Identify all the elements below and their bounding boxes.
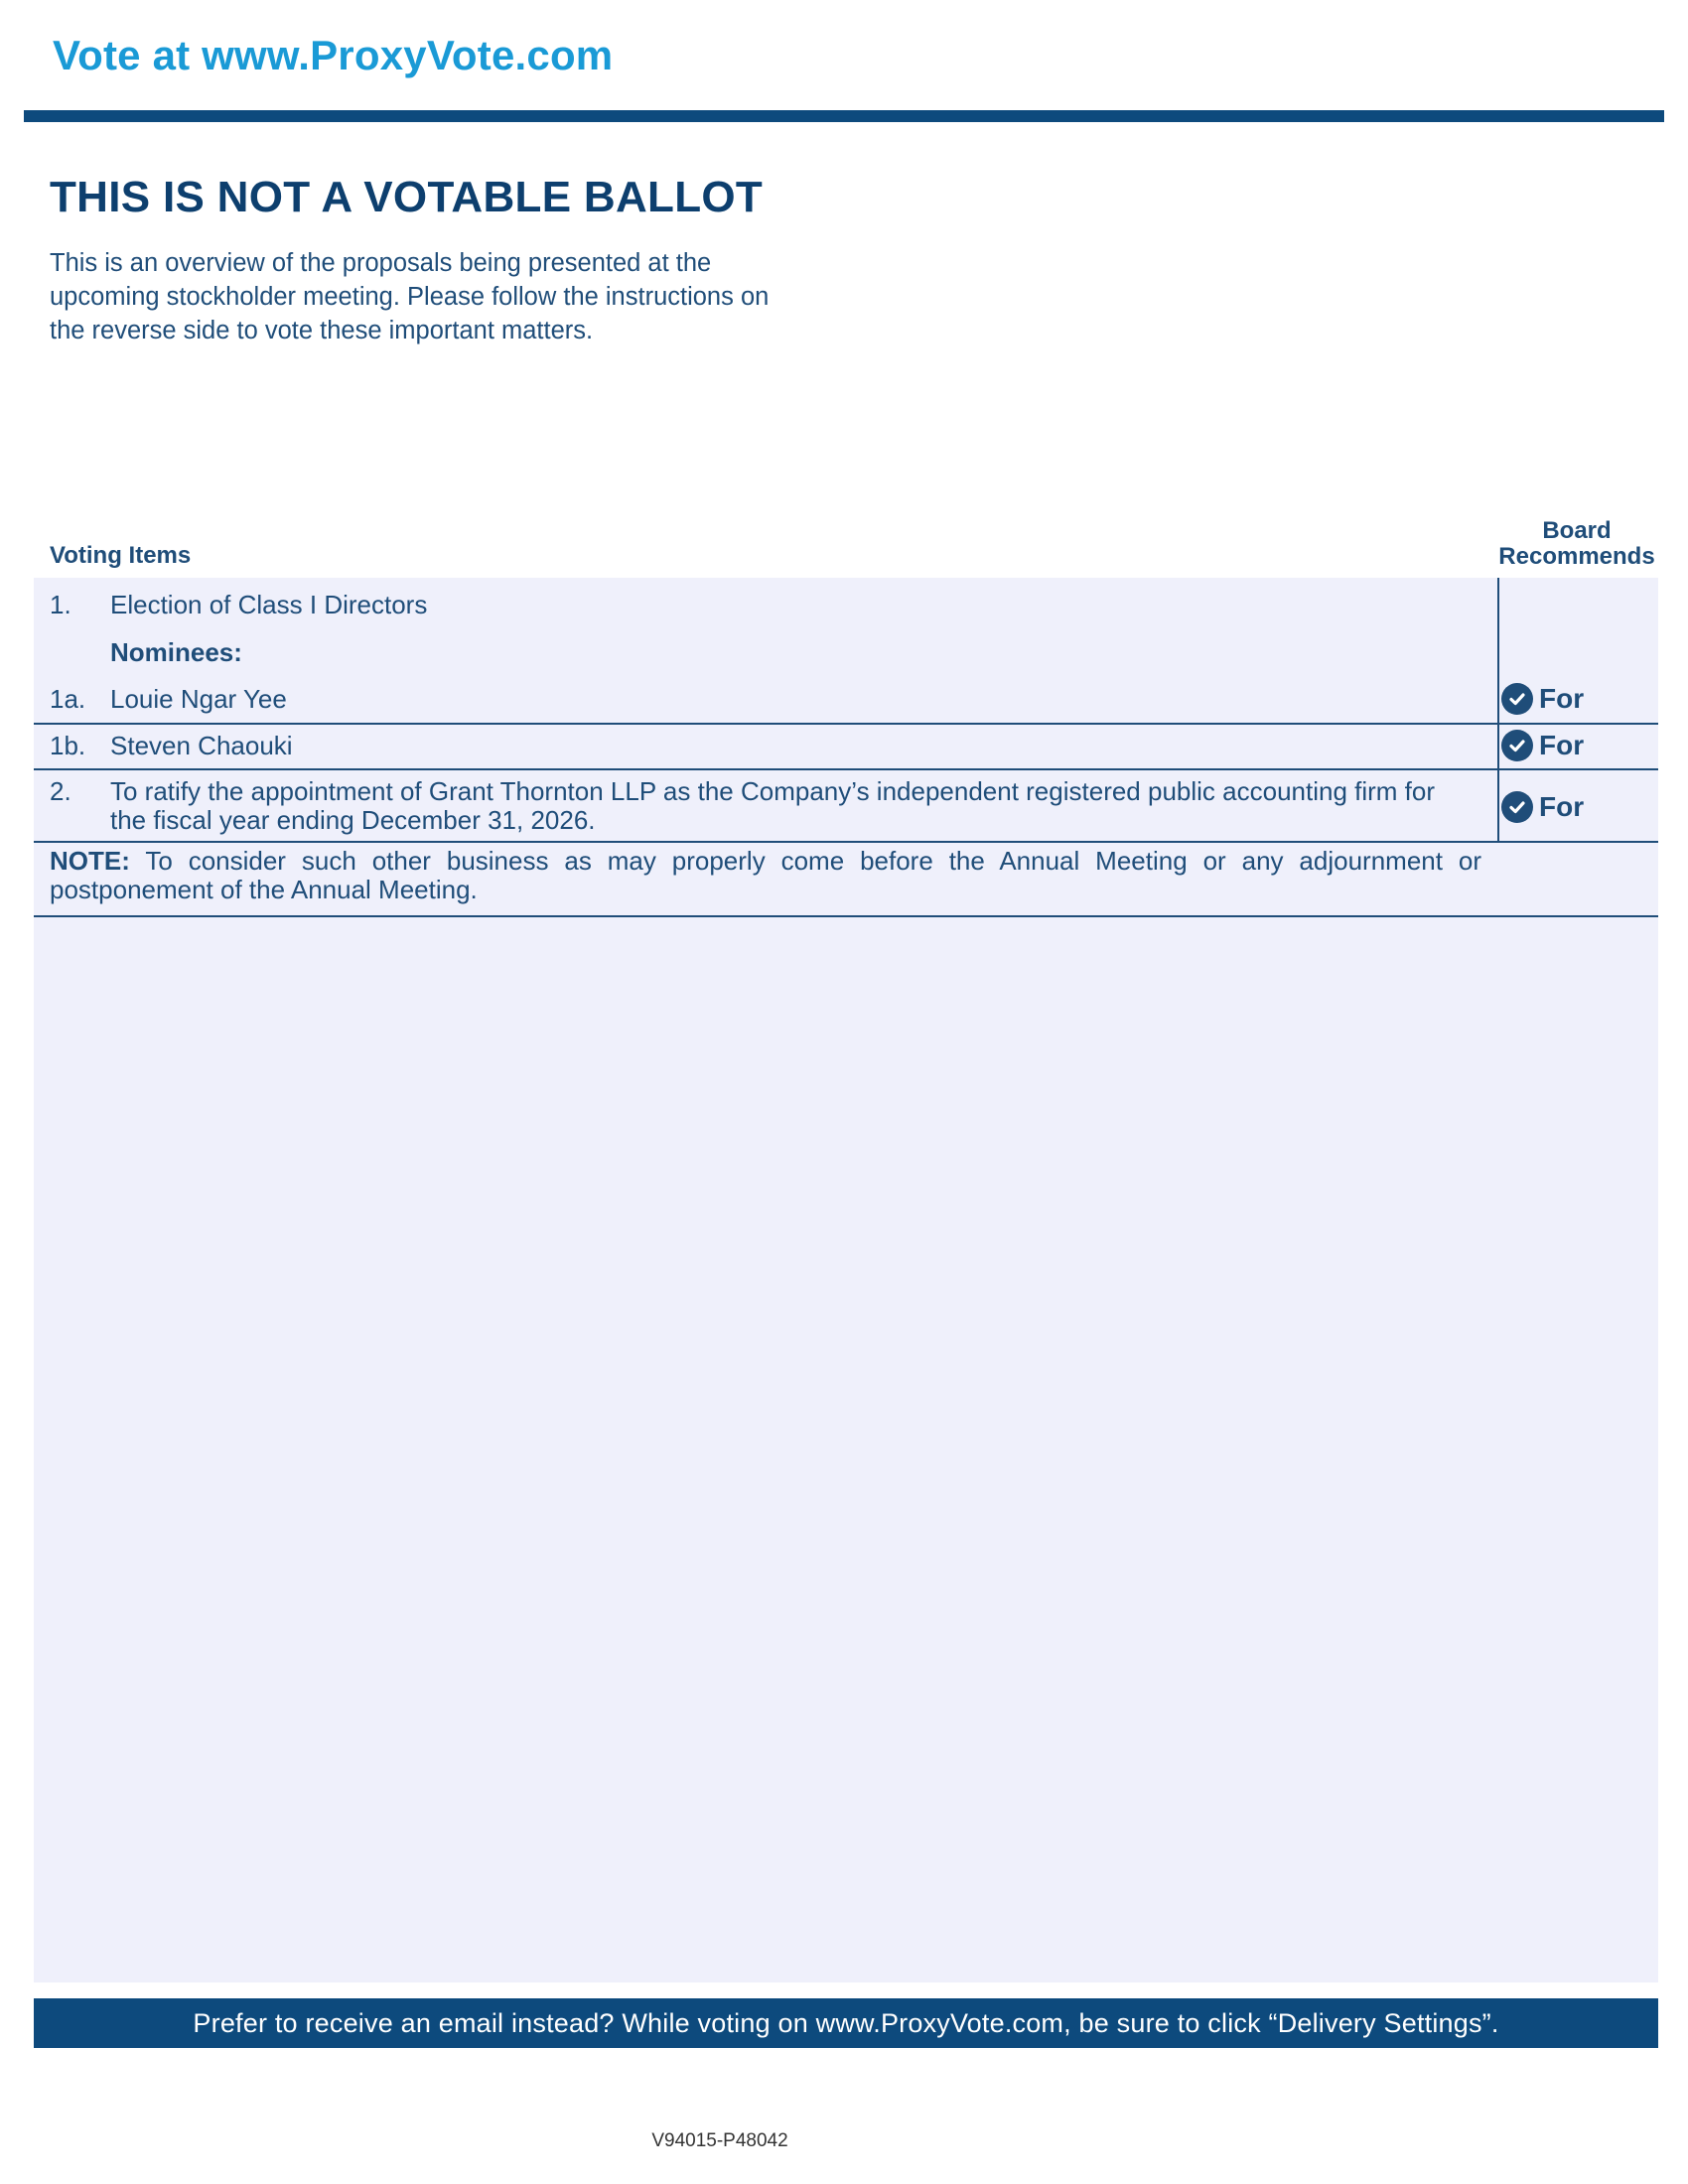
nominee-1a-number: 1a. bbox=[50, 684, 86, 714]
board-recommends-header bbox=[1494, 518, 1659, 570]
row-divider bbox=[34, 841, 1658, 843]
note-body: To consider such other business as may properly come before the Annual Meeting or any adjournment or postponement of the Annual Meeting. bbox=[50, 846, 1481, 904]
note-lead: NOTE: bbox=[50, 846, 130, 876]
column-divider bbox=[1497, 578, 1499, 842]
check-circle-icon bbox=[1501, 791, 1533, 823]
intro-line: the reverse side to vote these important matters. bbox=[50, 317, 594, 344]
nominee-1b-name: Steven Chaouki bbox=[110, 731, 293, 760]
footer-message: Prefer to receive an email instead? While voting on www.ProxyVote.com, be sure to click “Delivery Settings”. bbox=[193, 2007, 1499, 2038]
item-2-text bbox=[110, 777, 1480, 835]
recommendation-2 bbox=[1501, 787, 1584, 827]
recommendation-label: For bbox=[1539, 683, 1585, 714]
row-divider bbox=[34, 915, 1658, 917]
check-circle-icon bbox=[1501, 683, 1533, 715]
item-2-number: 2. bbox=[50, 776, 71, 806]
nominee-1a-name: Louie Ngar Yee bbox=[110, 684, 287, 714]
note-text bbox=[50, 847, 1481, 904]
item-2-line: the fiscal year ending December 31, 2026. bbox=[110, 805, 596, 835]
check-circle-icon bbox=[1501, 730, 1533, 761]
recommendation-1a bbox=[1501, 679, 1584, 719]
intro-line: upcoming stockholder meeting. Please follow the instructions on bbox=[50, 283, 770, 311]
nominees-label: Nominees: bbox=[110, 637, 242, 667]
item-2-line: To ratify the appointment of Grant Thornton LLP as the Company’s independent registered public accounting firm for bbox=[110, 776, 1436, 806]
vote-link[interactable]: Vote at www.ProxyVote.com bbox=[53, 32, 614, 78]
item-1-label: Election of Class I Directors bbox=[110, 590, 428, 619]
board-recommends-line: Recommends bbox=[1498, 543, 1655, 570]
top-rule bbox=[24, 110, 1664, 122]
voting-items-header: Voting Items bbox=[50, 542, 192, 569]
intro-text bbox=[50, 246, 844, 347]
document-code: V94015-P48042 bbox=[651, 2130, 788, 2151]
recommendation-label: For bbox=[1539, 791, 1585, 822]
page-title: THIS IS NOT A VOTABLE BALLOT bbox=[50, 173, 764, 221]
row-divider bbox=[34, 768, 1658, 770]
board-recommends-line: Board bbox=[1542, 517, 1612, 544]
recommendation-1b bbox=[1501, 726, 1584, 765]
row-divider bbox=[34, 723, 1658, 725]
item-1-number: 1. bbox=[50, 590, 71, 619]
footer-bar bbox=[34, 1998, 1658, 2048]
nominee-1b-number: 1b. bbox=[50, 731, 86, 760]
intro-line: This is an overview of the proposals being presented at the bbox=[50, 249, 712, 277]
recommendation-label: For bbox=[1539, 730, 1585, 760]
